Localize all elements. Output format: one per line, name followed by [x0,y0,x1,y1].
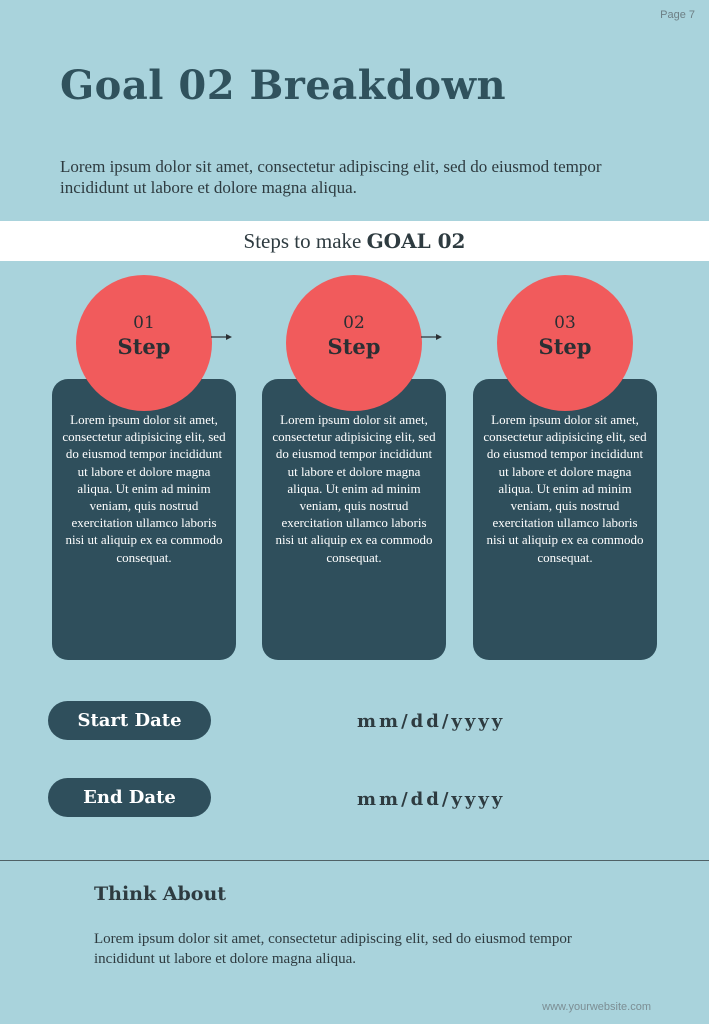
step-circle-1 [76,275,212,411]
website-url: www.yourwebsite.com [542,1001,651,1013]
step-card-1 [52,379,236,660]
section-divider [0,860,709,861]
step-label: Step [327,334,381,359]
step-card-text: Lorem ipsum dolor sit amet, consectetur adipisicing elit, sed do eiusmod tempor incididunt ut labore et dolore magna aliqua. Ut enim ad minim veniam, quis nostrud exercitation ullamco laboris nisi ut aliquip ex ea commodo consequat. [483,412,647,565]
arrow-right-icon [421,332,443,342]
step-number: 01 [133,313,155,333]
start-date-label: Start Date [48,701,211,740]
start-date-value: mm/dd/yyyy [357,711,506,732]
step-circle-3 [497,275,633,411]
step-number: 02 [343,313,365,333]
step-card-text: Lorem ipsum dolor sit amet, consectetur adipisicing elit, sed do eiusmod tempor incididunt ut labore et dolore magna aliqua. Ut enim ad minim veniam, quis nostrud exercitation ullamco laboris nisi ut aliquip ex ea commodo consequat. [62,412,226,565]
step-label: Step [117,334,171,359]
think-about-text: Lorem ipsum dolor sit amet, consectetur adipiscing elit, sed do eiusmod tempor incididunt ut labore et dolore magna aliqua. [94,931,572,967]
steps-banner-prefix: Steps to make [243,229,367,253]
intro-paragraph: Lorem ipsum dolor sit amet, consectetur adipiscing elit, sed do eiusmod tempor incididunt ut labore et dolore magna aliqua. [60,157,602,197]
arrow-right-icon [211,332,233,342]
page-title: Goal 02 Breakdown [60,62,507,109]
step-card-2 [262,379,446,660]
step-circle-2 [286,275,422,411]
end-date-value: mm/dd/yyyy [357,789,506,810]
steps-banner-goal: GOAL 02 [366,229,466,253]
step-label: Step [538,334,592,359]
step-number: 03 [554,313,576,333]
step-card-text: Lorem ipsum dolor sit amet, consectetur adipisicing elit, sed do eiusmod tempor incididunt ut labore et dolore magna aliqua. Ut enim ad minim veniam, quis nostrud exercitation ullamco laboris nisi ut aliquip ex ea commodo consequat. [272,412,436,565]
step-card-3 [473,379,657,660]
end-date-label: End Date [48,778,211,817]
page-number: Page 7 [660,9,695,21]
steps-banner [0,221,709,261]
think-about-heading: Think About [94,883,227,905]
